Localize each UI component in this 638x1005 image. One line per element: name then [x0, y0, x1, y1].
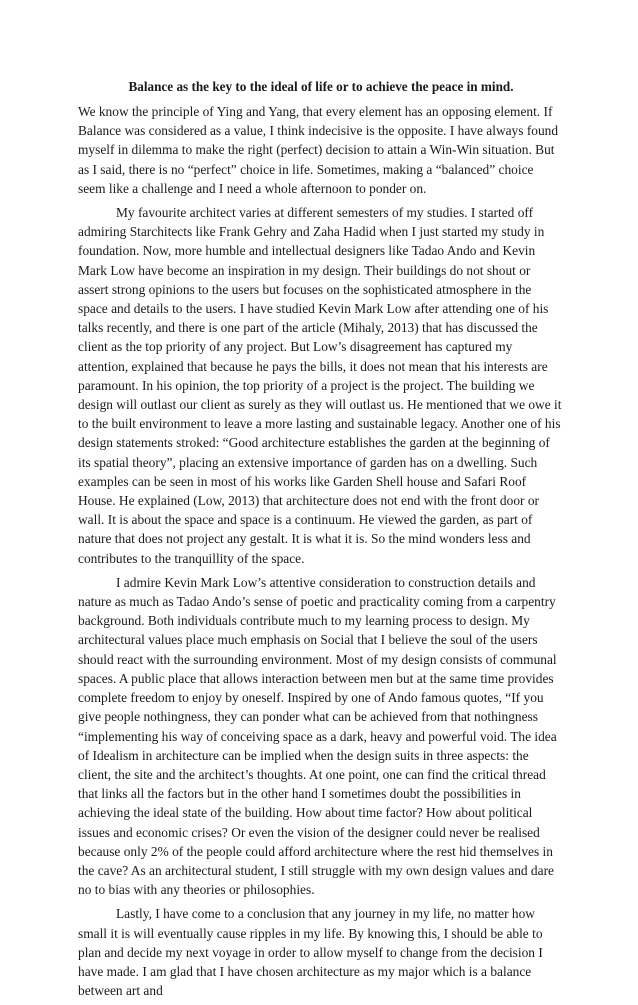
paragraph-intro: We know the principle of Ying and Yang, that every element has an opposing element. If Balance was considered as a value, I think indecisive is the opposite. I have always found myself in dilemma to make the right (perfect) decision to attain a Win-Win situation. But as I said, there is no “perfect” choice in life. Sometimes, making a “balanced” choice seem like a challenge and I need a whole afternoon to ponder on. — [78, 104, 559, 196]
document-title: Balance as the key to the ideal of life or to achieve the peace in mind. — [128, 79, 514, 94]
paragraph-favourite-architect: My favourite architect varies at different semesters of my studies. I started off admiring Starchitects like Frank Gehry and Zaha Hadid when I just started my study in foundation. Now, more humble and intellectual designers like Tadao Ando and Kevin Mark Low have become an inspiration in my design. Their buildings do not shout or assert strong opinions to the users but focuses on the sophisticated atmosphere in the space and details to the users. I have studied Kevin Mark Low after attending one of his talks recently, and there is one part of the article (Mihaly, 2013) that has discussed the client as the top priority of any project. But Low’s disagreement has captured my attention, explained that because he pays the bills, it does not mean that his interests are paramount. In his opinion, the top priority of a project is the project. The building we design will outlast our client as surely as they will outlast us. He mentioned that we owe it to the built environment to leave a more lasting and sustainable legacy. Another one of his design statements stroked: “Good architecture establishes the garden at the beginning of its spatial theory”, placing an extensive importance of garden has on a dwelling. Such examples can be seen in most of his works like Garden Shell house and Safari Roof House. He explained (Low, 2013) that architecture does not end with the front door or wall. It is about the space and space is a continuum. He viewed the garden, as part of nature that does not project any gestalt. It is what it is. So the mind wonders less and contributes to the tranquillity of the space. — [78, 205, 562, 566]
document-body — [78, 77, 564, 1005]
paragraph-conclusion: Lastly, I have come to a conclusion that any journey in my life, no matter how small it is will eventually cause ripples in my life. By knowing this, I should be able to plan and decide my next voyage in order to allow myself to change from the decision I have made. I am glad that I have chosen architecture as my major which is a balance between art and — [78, 906, 543, 999]
paragraph-kevin-mark-low: I admire Kevin Mark Low’s attentive consideration to construction details and nature as much as Tadao Ando’s sense of poetic and practicality coming from a carpentry background. Both individuals contribute much to my learning process to design. My architectural values place much emphasis on Social that I believe the soul of the users should react with the surrounding environment. Most of my design consists of communal spaces. A public place that allows interaction between men but at the same time provides complete freedom to enjoy by oneself. Inspired by one of Ando famous quotes, “If you give people nothingness, they can ponder what can be achieved from that nothingness “implementing his way of conceiving space as a dark, heavy and powerful void. The idea of Idealism in architecture can be implied when the design suits in three aspects: the client, the site and the architect’s thoughts. At one point, one can find the critical thread that links all the factors but in the other hand I sometimes doubt the possibilities in achieving the ideal state of the building. How about time factor? How about political issues and economic crises? Or even the vision of the designer could never be realised because only 2% of the people could afford architecture where the rest hid themselves in the cave? As an architectural student, I still struggle with my own design values and dare no to bias with any theories or philosophies. — [78, 574, 557, 898]
